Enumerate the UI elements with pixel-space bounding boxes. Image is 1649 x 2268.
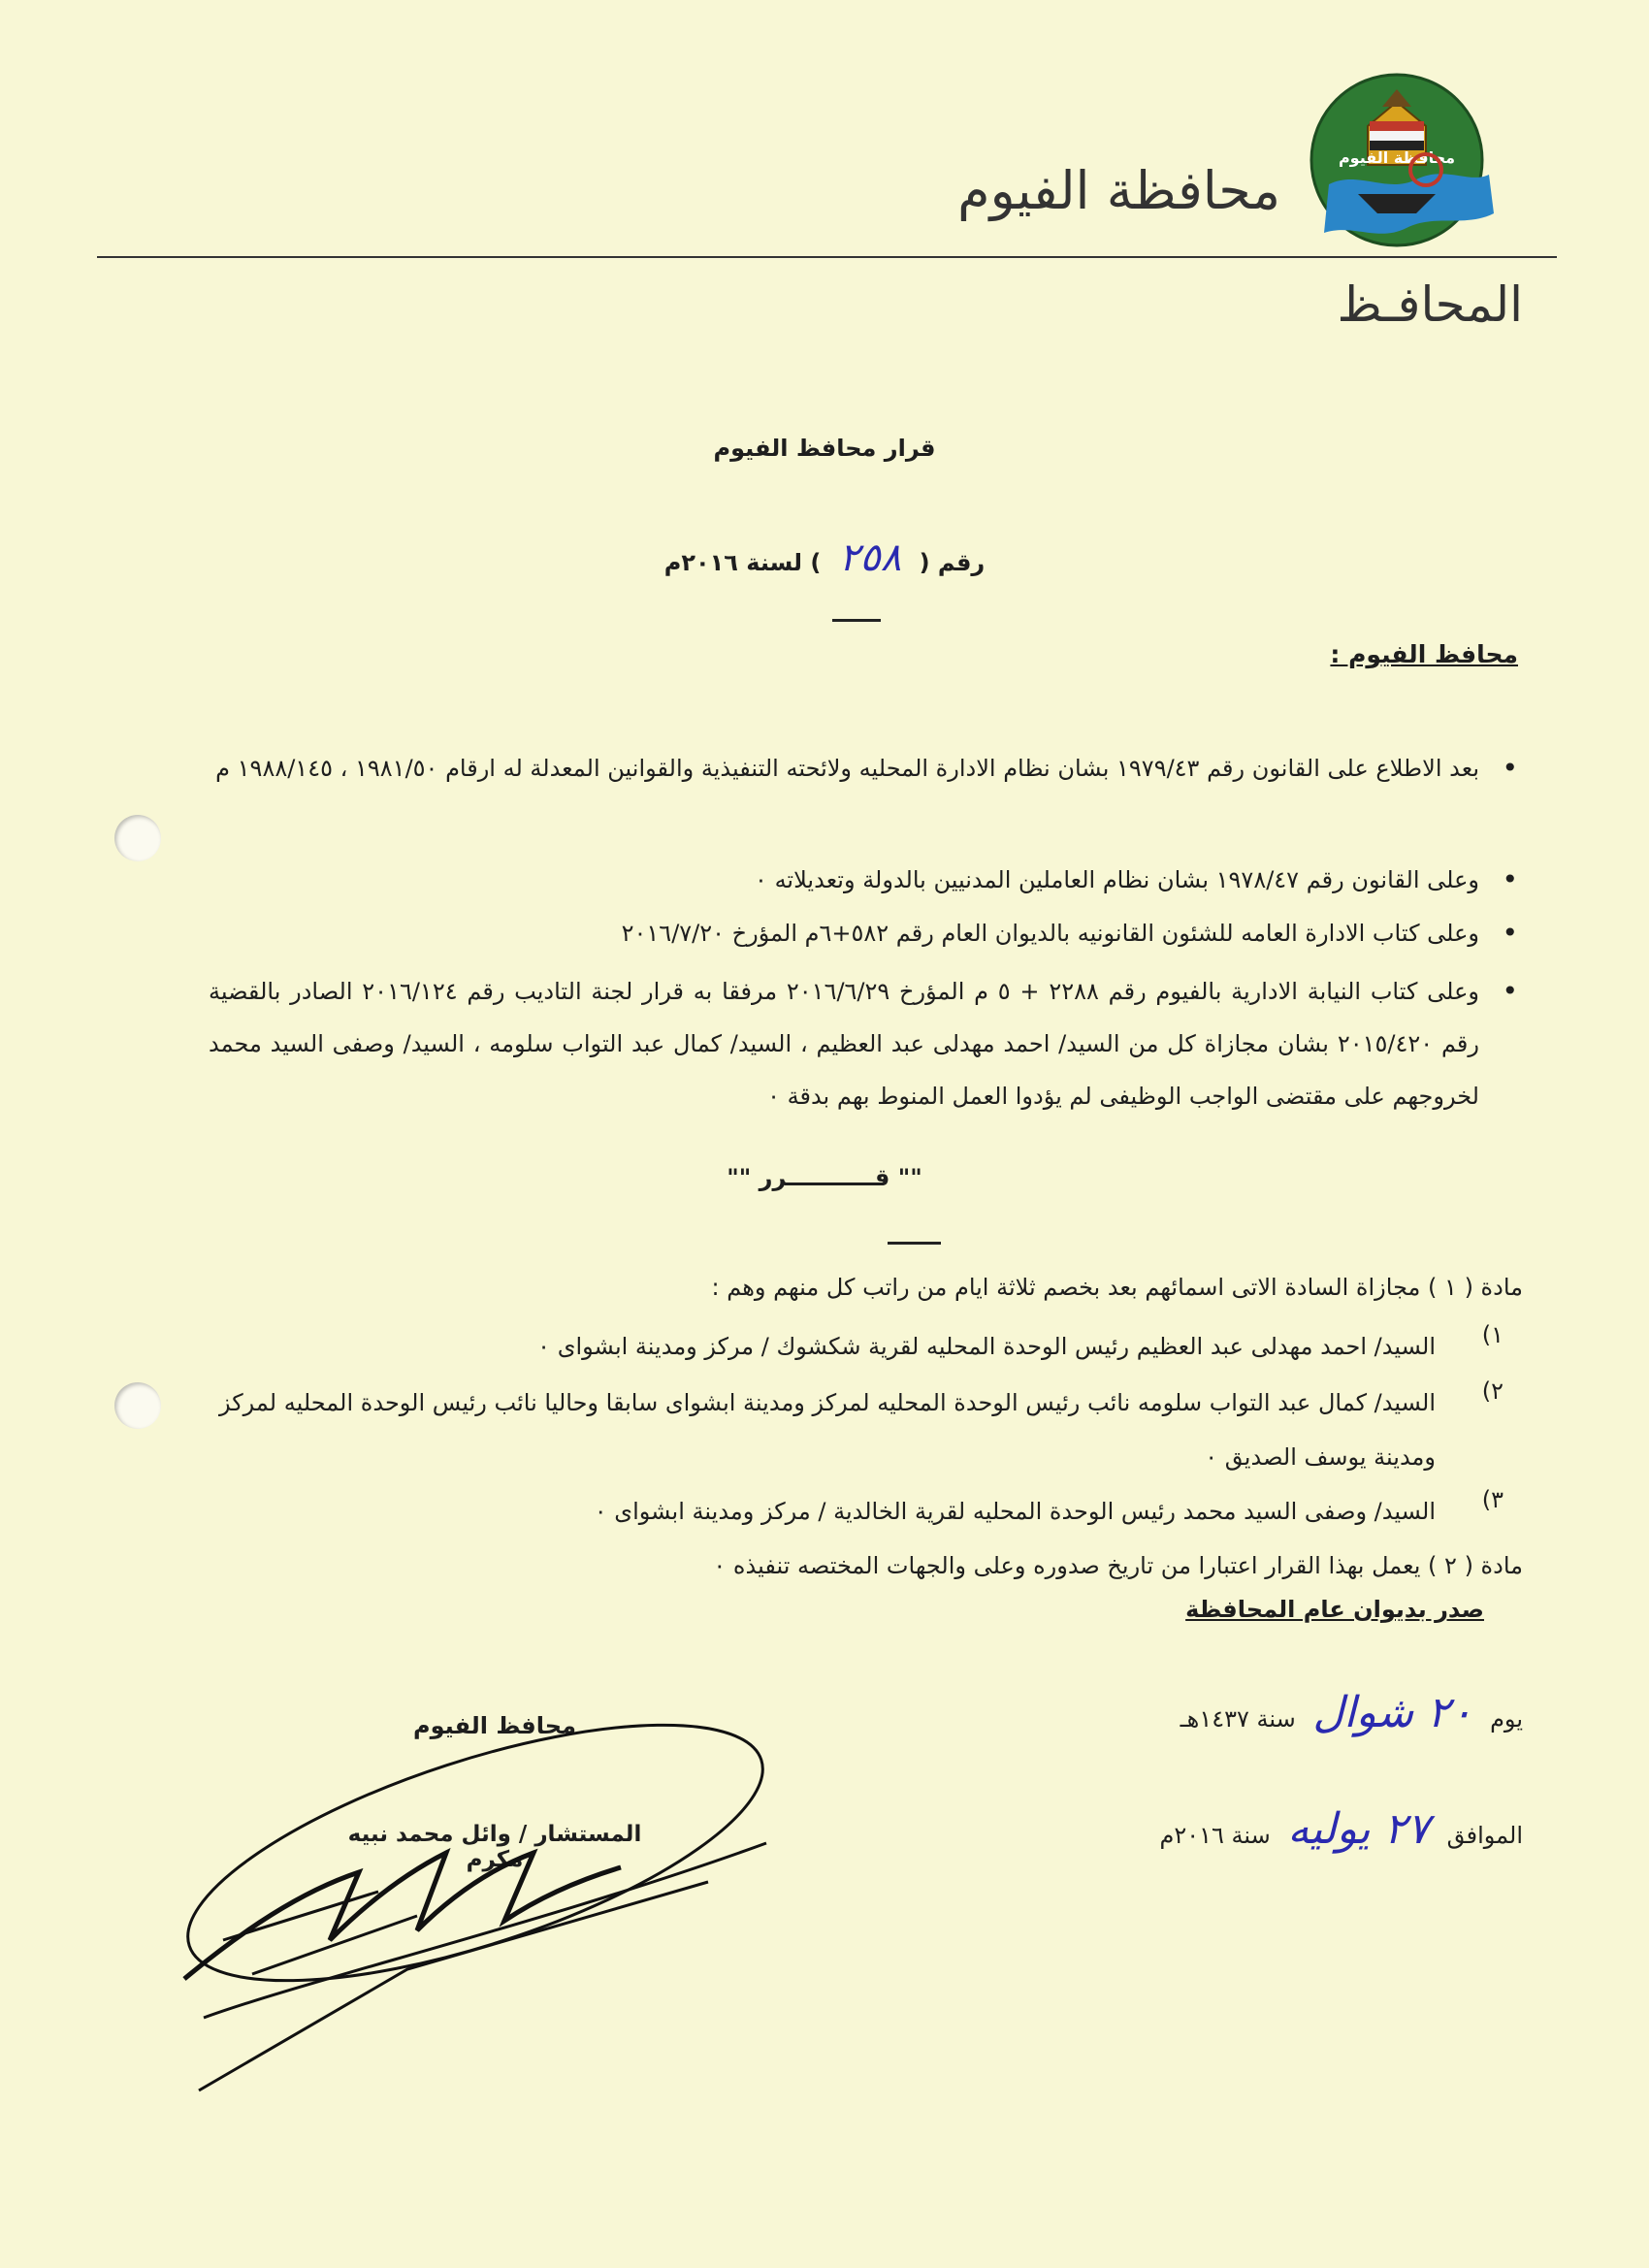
person-2-text: السيد/ كمال عبد التواب سلومه نائب رئيس الوحدة المحليه لمركز ومدينة ابشواى سابقا وحاليا نائب رئيس الوحدة المحليه لمركز ومدينة يوسف الصديق ٠ — [219, 1389, 1436, 1471]
governorate-name: محافظة الفيوم — [957, 160, 1280, 221]
punch-hole-top — [114, 815, 161, 861]
preamble-item-2: • وعلى القانون رقم ١٩٧٨/٤٧ بشان نظام العاملين المدنيين بالدولة وتعديلاته ٠ — [209, 854, 1479, 906]
person-2-number: ٢) — [1481, 1377, 1504, 1405]
day-label: يوم — [1490, 1705, 1523, 1733]
preamble-item-1: • بعد الاطلاع على القانون رقم ١٩٧٩/٤٣ بشان نظام الادارة المحليه ولائحته التنفيذية والقوانين المعدلة له ارقام ١٩٨١/٥٠ ، ١٩٨٨/١٤٥ م — [209, 742, 1479, 794]
gregorian-date-line — [1160, 1804, 1524, 1854]
hijri-year: سنة ١٤٣٧هـ — [1180, 1705, 1296, 1733]
signature-scribble — [165, 1707, 786, 2115]
person-1-number: ١) — [1481, 1321, 1504, 1348]
punch-hole-bottom — [114, 1382, 161, 1429]
issued-at: صدر بديوان عام المحافظة — [1185, 1596, 1484, 1623]
person-3-text: السيد/ وصفى السيد محمد رئيس الوحدة المحليه لقرية الخالدية / مركز ومدينة ابشواى ٠ — [594, 1498, 1436, 1525]
greg-year: سنة ٢٠١٦م — [1159, 1822, 1271, 1849]
logo-text: محافظة الفيوم — [1338, 148, 1456, 167]
decided-dash — [888, 1242, 941, 1245]
decree-number-handwritten: ٢٥٨ — [838, 535, 902, 580]
decree-number-prefix: رقم ( — [919, 549, 986, 576]
title-dash — [832, 619, 881, 622]
article-1: مادة ( ١ ) مجازاة السادة الاتى اسمائهم بعد بخصم ثلاثة ايام من راتب كل منهم وهم : — [711, 1274, 1523, 1301]
greg-handwritten: ٢٧ يوليه — [1287, 1804, 1430, 1854]
article-2: مادة ( ٢ ) يعمل بهذا القرار اعتبارا من تاريخ صدوره وعلى والجهات المختصه تنفيذه ٠ — [713, 1552, 1523, 1579]
decree-number-suffix: ) لسنة ٢٠١٦م — [663, 549, 822, 576]
decree-title: قرار محافظ الفيوم — [713, 435, 936, 462]
greg-label: الموافق — [1446, 1822, 1523, 1849]
decided-heading: "" قـــــــــــرر "" — [727, 1164, 922, 1191]
hijri-date-line — [1180, 1688, 1523, 1737]
preamble-item-3: • وعلى كتاب الادارة العامه للشئون القانونيه بالديوان العام رقم ٥٨٢+٦م المؤرخ ٢٠١٦/٧/٢٠ — [209, 907, 1479, 959]
signatory-name: المستشار / وائل محمد نبيه مكرم — [347, 1822, 642, 1872]
day-handwritten: ٢٠ شوال — [1312, 1688, 1473, 1737]
office-title: المحافـظ — [1337, 276, 1523, 333]
governorate-logo — [1300, 68, 1494, 262]
person-1-text: السيد/ احمد مهدلى عبد العظيم رئيس الوحدة المحليه لقرية شكشوك / مركز ومدينة ابشواى ٠ — [537, 1333, 1436, 1360]
header-divider — [97, 256, 1557, 258]
signatory-title: محافظ الفيوم — [413, 1712, 576, 1739]
person-3-number: ٣) — [1481, 1486, 1504, 1513]
governor-heading: محافظ الفيوم : — [1330, 640, 1518, 668]
preamble-item-4: • وعلى كتاب النيابة الادارية بالفيوم رقم ٢٢٨٨ + ٥ م المؤرخ ٢٠١٦/٦/٢٩ مرفقا به قرار لجنة التاديب رقم ٢٠١٦/١٢٤ الصادر بالقضية رقم ٢٠١٥/٤٢٠ بشان مجازاة كل من السيد/ احمد مهدلى عبد العظيم ، السيد/ كمال عبد التواب سلومه ، السيد/ وصفى السيد محمد لخروجهم على مقتضى الواجب الوظيفى لم يؤدوا العمل المنوط بهم بدقة ٠ — [209, 965, 1479, 1122]
decree-number-line — [582, 535, 1067, 580]
